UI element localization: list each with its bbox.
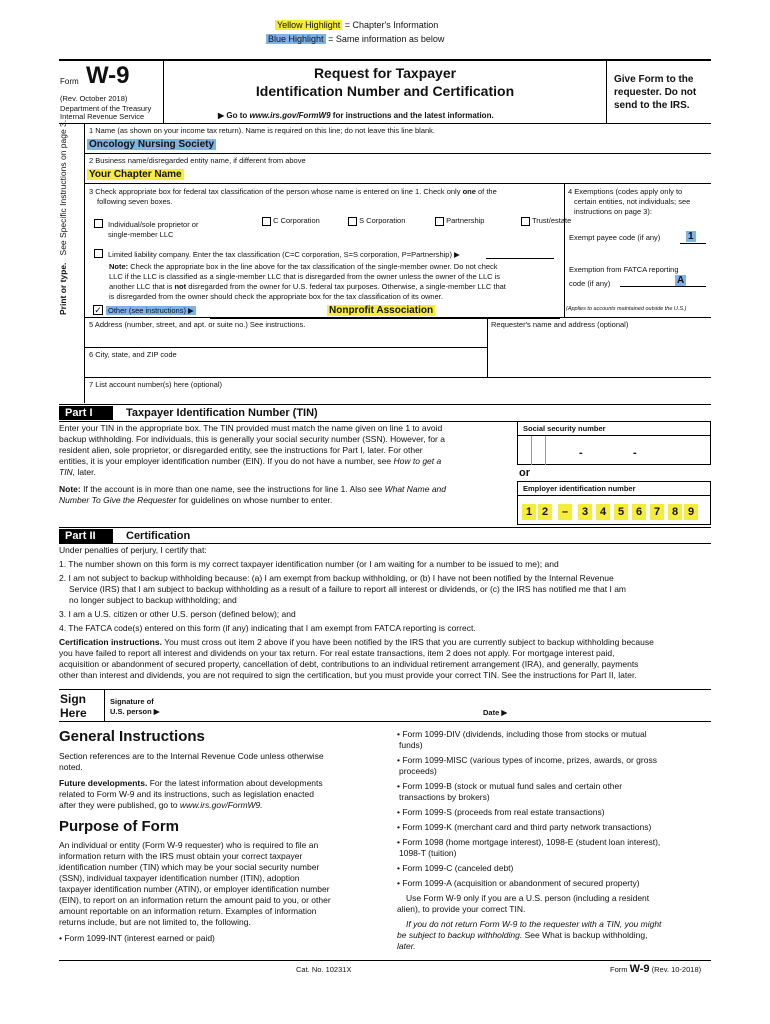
catalog-number: Cat. No. 10231X <box>296 965 352 974</box>
checkbox-trust[interactable]: Trust/estate <box>521 216 571 226</box>
checkbox-other[interactable]: ✓ <box>94 305 102 316</box>
title-line1: Request for Taxpayer <box>313 65 457 81</box>
part1-label: Part I <box>59 406 113 420</box>
certification-text: Under penalties of perjury, I certify that: 1. The number shown on this form is my correct taxpayer identification number (or I am waiting for a number to be issued to me); and 2. I am not subject to backup withholding because: (a) I am exempt from backup withholding, or (b) I have not been notified by the Internal Revenue Service (IRS) that I am subject to backup withholding as a result of a failure to report all interest or dividends, or (c) the IRS has notified me that I am no longer subject to backup withholding; and 3. I am a U.S. citizen or other U.S. person (defined below); and 4. The FATCA code(s) entered on this form (if any) indicating that I am exempt from FATCA reporting is correct. Certification instructions. You must cross out item 2 above if you have been notified by the IRS that you are currently subject to backup withholding because you have failed to report all interest and dividends on your tax return. For real estate transactions, item 2 does not apply. For mortgage interest paid, acquisition or abandonment of secured property, cancellation of debt, contributions to an individual retirement arrangement (IRA), and generally, payments other than interest and dividends, you are not required to sign the certification, but you must provide your correct TIN. See the instructions for Part II, later. <box>59 545 654 680</box>
line7-label: 7 List account number(s) here (optional) <box>89 380 222 389</box>
other-classification-field[interactable]: Nonprofit Association <box>329 305 434 316</box>
ein-digit: 5 <box>614 504 628 520</box>
give-form-note: Give Form to the requester. Do not send to the IRS. <box>614 74 697 111</box>
line1-name-field[interactable]: Oncology Nursing Society <box>89 139 215 150</box>
legend-yellow: Yellow Highlight = Chapter's Information <box>277 20 439 30</box>
line2-business-name-field[interactable]: Your Chapter Name <box>89 169 182 180</box>
ein-digit: 1 <box>522 504 536 520</box>
checkbox-partnership[interactable]: Partnership <box>435 216 484 226</box>
checkbox-llc[interactable] <box>94 248 103 258</box>
date-label: Date ▶ <box>483 708 508 717</box>
purpose-text: An individual or entity (Form W-9 requester) who is required to file an information return with the IRS must obtain your correct taxpayer identification number (TIN) which may be your social security number (SSN), individual taxpayer identification number (ITIN), adoption taxpayer identification number (ATIN), or employer identification number (EIN), to report on an information return the amount paid to you, or other amount reportable on an information return. Examples of information returns include, but are not limited to, the following. • Form 1099-INT (interest earned or paid) <box>59 840 331 943</box>
part1-instructions: Enter your TIN in the appropriate box. The TIN provided must match the name given on line 1 to avoid backup withholding. For individuals, this is generally your social security number (SSN). However, for a resident alien, sole proprietor, or disregarded entity, see the instructions for Part I, later. For other entities, it is your employer identification number (EIN). If you do not have a number, see How to get a TIN, later. <box>59 423 445 477</box>
signature-field[interactable] <box>170 695 470 719</box>
other-label: Other (see instructions) ▶ <box>108 306 194 315</box>
checkbox-individual[interactable] <box>94 218 103 228</box>
general-instructions-heading: General Instructions <box>59 728 205 745</box>
fatca-applies-note: (Applies to accounts maintained outside the U.S.) <box>566 306 687 312</box>
sign-here: Sign Here <box>60 692 87 720</box>
ein-label: Employer identification number <box>523 484 636 493</box>
fatca-label: Exemption from FATCA reporting code (if any) <box>569 265 679 288</box>
ein-digit: 4 <box>596 504 610 520</box>
fatca-code-field[interactable]: A <box>677 275 685 286</box>
ein-digit: 8 <box>668 504 682 520</box>
ein-digit: 6 <box>632 504 646 520</box>
part1-title: Taxpayer Identification Number (TIN) <box>126 407 318 419</box>
line3-label: 3 Check appropriate box for federal tax classification of the person whose name is entered on line 1. Check only one of the following seven boxes. <box>89 187 497 206</box>
line6-label: 6 City, state, and ZIP code <box>89 350 177 359</box>
ein-digit: 3 <box>578 504 592 520</box>
goto-instructions: ▶ Go to www.irs.gov/FormW9 for instructions and the latest information. <box>218 111 494 120</box>
line5-label: 5 Address (number, street, and apt. or suite no.) See instructions. <box>89 320 306 329</box>
part2-title: Certification <box>126 530 191 542</box>
exempt-payee-label: Exempt payee code (if any) <box>569 233 661 242</box>
signature-label: Signature of U.S. person ▶ <box>110 697 160 716</box>
date-field[interactable] <box>515 695 705 719</box>
part1-note: Note: If the account is in more than one name, see the instructions for line 1. Also see What Name and Number To Give the Requester for guidelines on whose number to enter. <box>59 484 446 505</box>
title-line2: Identification Number and Certification <box>255 83 515 99</box>
form-word: Form <box>60 77 79 86</box>
ein-dash: – <box>558 504 572 520</box>
right-column-text: • Form 1099-DIV (dividends, including those from stocks or mutual funds) • Form 1099-MISC (various types of income, prizes, awards, or gross proceeds) • Form 1099-B (stock or mutual fund sales and certain other transactions by brokers) • Form 1099-S (proceeds from real estate transactions) • Form 1099-K (merchant card and third party network transactions) • Form 1098 (home mortgage interest), 1098-E (student loan interest), 1098-T (tuition) • Form 1099-C (canceled debt) • Form 1099-A (acquisition or abandonment of secured property) Use Form W-9 only if you are a U.S. person (including a resident alien), to provide your correct TIN. If you do not return Form W-9 to the requester with a TIN, you might be subject to backup withholding. See What is backup withholding, later. <box>397 729 662 951</box>
exemptions-label: 4 Exemptions (codes apply only to certain entities, not individuals; see instructions on page 3): <box>568 187 691 216</box>
requester-label: Requester's name and address (optional) <box>491 320 629 329</box>
ssn-label: Social security number <box>523 424 606 433</box>
part2-label: Part II <box>59 529 113 543</box>
ein-digit: 9 <box>684 504 698 520</box>
checkbox-c-corp[interactable]: C Corporation <box>262 216 320 226</box>
ein-digit: 7 <box>650 504 664 520</box>
ssn-dash-2: - <box>633 447 637 459</box>
form-revision: (Rev. October 2018) <box>60 94 128 103</box>
ein-digit: 2 <box>538 504 552 520</box>
legend-blue: Blue Highlight = Same information as below <box>268 34 445 44</box>
dept-line2: Internal Revenue Service <box>60 112 145 121</box>
label-individual: Individual/sole proprietor or single-member LLC <box>108 220 199 239</box>
ssn-dash-1: - <box>579 447 583 459</box>
llc-label: Limited liability company. Enter the tax classification (C=C corporation, S=S corporation, P=Partnership) ▶ <box>108 250 460 259</box>
checkbox-s-corp[interactable]: S Corporation <box>348 216 405 226</box>
line2-label: 2 Business name/disregarded entity name, if different from above <box>89 156 306 165</box>
general-instructions-text: Section references are to the Internal Revenue Code unless otherwise noted. Future developments. For the latest information about developments related to Form W-9 and its instructions, such as legislation enacted after they were published, go to www.irs.gov/FormW9. <box>59 751 324 810</box>
footer-form-id: Form W-9 (Rev. 10-2018) <box>610 963 702 975</box>
line1-label: 1 Name (as shown on your income tax return). Name is required on this line; do not leave this line blank. <box>89 126 436 135</box>
side-instructions: Print or type. See Specific Instructions on page 3. <box>58 119 68 315</box>
ssn-field[interactable] <box>517 435 711 465</box>
dept-line1: Department of the Treasury <box>60 104 152 113</box>
form-name: W-9 <box>86 62 130 89</box>
purpose-heading: Purpose of Form <box>59 818 180 835</box>
exempt-payee-field[interactable]: 1 <box>688 231 694 242</box>
or-label: or <box>519 467 530 479</box>
llc-note: Note: Check the appropriate box in the line above for the tax classification of the single-member owner. Do not check LLC if the LLC is classified as a single-member LLC that is disregarded from the owner unless the owner of the LLC is another LLC that is not disregarded from the owner for U.S. federal tax purposes. Otherwise, a single-member LLC that is disregarded from the owner should check the appropriate box for the tax classification of its owner. <box>109 262 506 301</box>
